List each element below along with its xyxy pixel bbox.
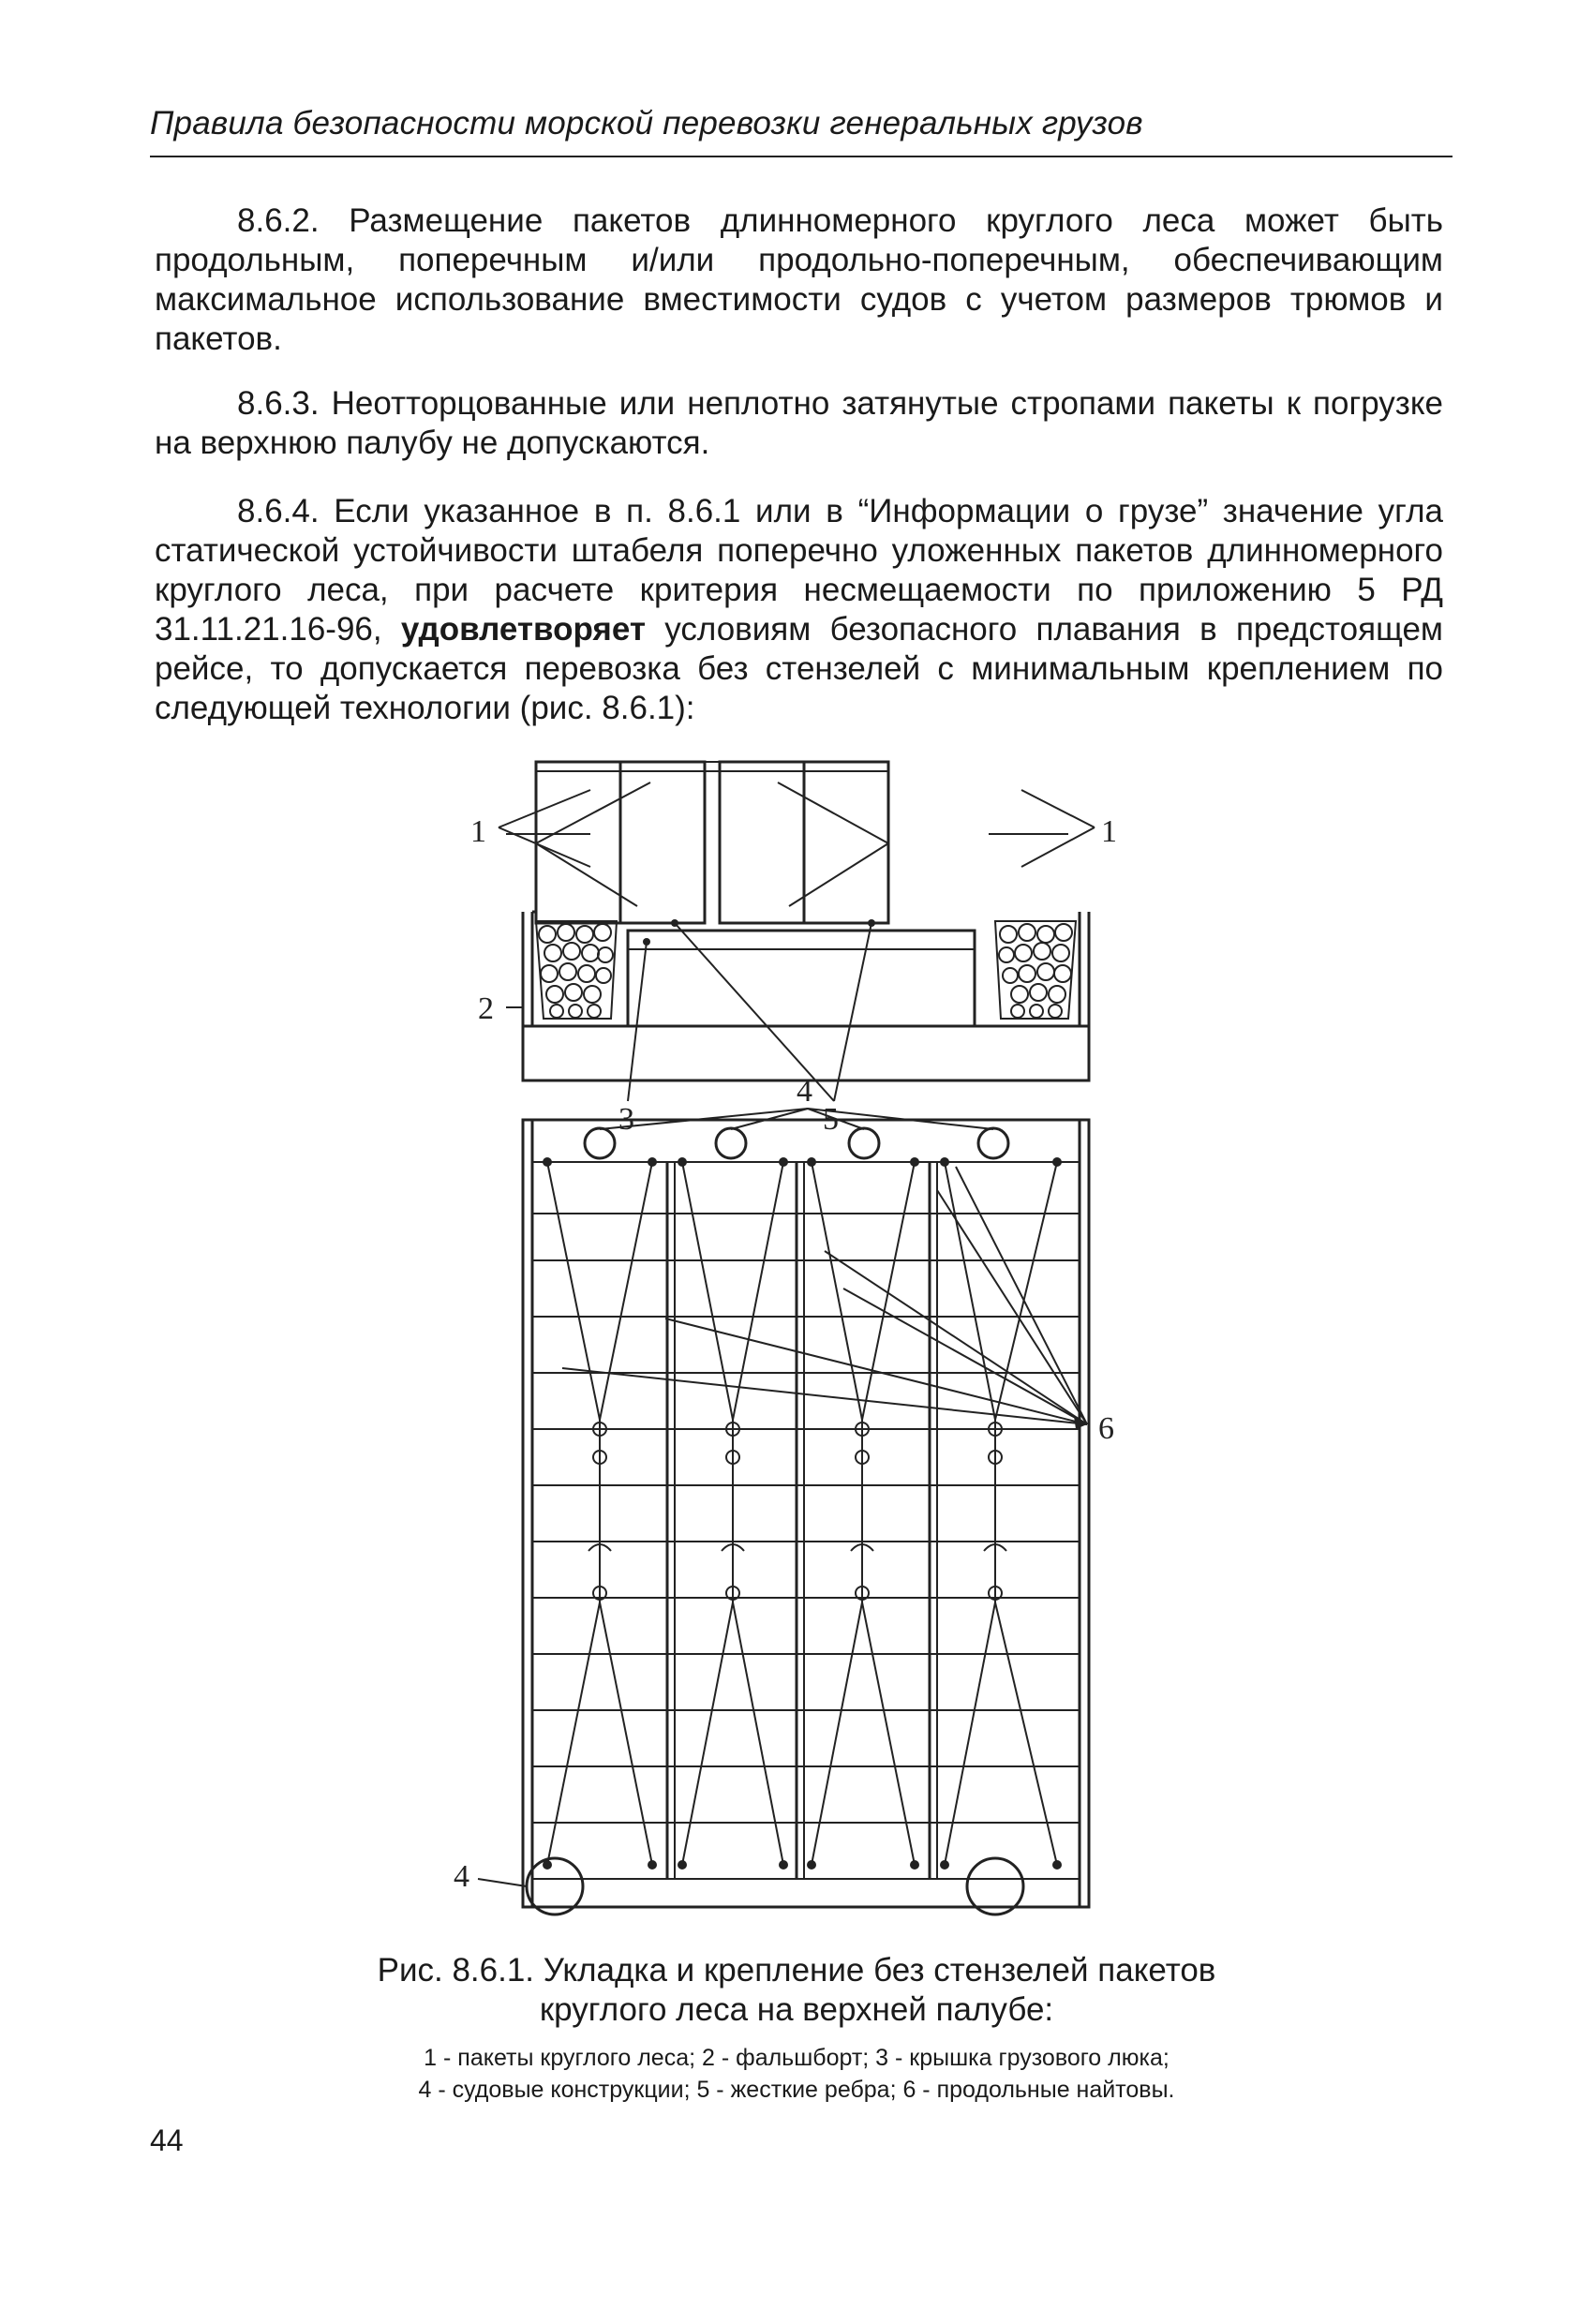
label-4-top: 4 — [797, 1074, 812, 1109]
paragraph-8-6-4-bold: удовлетворяет — [400, 611, 646, 648]
label-1-left: 1 — [470, 814, 486, 849]
ship-structures — [527, 1128, 1023, 1914]
label-2: 2 — [478, 991, 494, 1026]
cross-lashings — [547, 1162, 1057, 1865]
log-pile-right — [995, 921, 1076, 1019]
figure-legend-line-1: 1 - пакеты круглого леса; 2 - фальшборт; 3 - крышка грузового люка; — [424, 2045, 1169, 2071]
figure-caption-line-1: Рис. 8.6.1. Укладка и крепление без стензелей пакетов — [377, 1952, 1216, 1989]
label-pointers-top — [499, 790, 1095, 1007]
timber-packages — [536, 762, 888, 923]
figure-caption-line-2: круглого леса на верхней палубе: — [539, 1991, 1054, 2028]
label-3: 3 — [618, 1102, 634, 1137]
page-number: 44 — [150, 2123, 184, 2157]
figure-8-6-1 — [450, 745, 1162, 1926]
label-pointers-4 — [478, 1109, 993, 1886]
label-4-bottom: 4 — [454, 1859, 469, 1894]
bulwark — [523, 912, 1089, 1080]
paragraph-8-6-4 — [155, 492, 1443, 728]
running-header: Правила безопасности морской перевозки генеральных грузов — [150, 105, 1143, 142]
longitudinal-lashings — [562, 1167, 1087, 1424]
log-pile-left — [536, 921, 617, 1019]
label-1-right: 1 — [1101, 814, 1117, 849]
paragraph-8-6-4-text-b: условиям безопасного плавания в предстоящем рейсе, то допускается перевозка без стензелей с минимальным креплением по следующей технологии (рис. 8.6.1): — [155, 611, 1443, 726]
figure-legend-line-2: 4 - судовые конструкции; 5 - жесткие ребра; 6 - продольные найтовы. — [418, 2077, 1175, 2103]
paragraph-8-6-3: 8.6.3. Неотторцованные или неплотно затянутые стропами пакеты к погрузке на верхнюю палубу не допускаются. — [155, 385, 1443, 461]
label-5: 5 — [823, 1102, 839, 1137]
hatch-cover — [628, 931, 975, 1026]
plan-view — [523, 1120, 1089, 1907]
label-6: 6 — [1098, 1411, 1114, 1446]
paragraph-8-6-4-text-a: 8.6.4. Если указанное в п. 8.6.1 или в “Информации о грузе” значение угла статической устойчивости штабеля поперечно уложенных пакетов длинномерного круглого леса, при расчете критерия несмещаемости по приложению 5 РД 31.11.21.16-96, — [155, 493, 1443, 648]
paragraph-8-6-2: 8.6.2. Размещение пакетов длинномерного круглого леса может быть продольным, поперечным и/или продольно-поперечным, обеспечивающим максимальное использование вместимости судов с учетом размеров трюмов и пакетов. — [155, 202, 1443, 357]
header-rule — [150, 156, 1452, 157]
